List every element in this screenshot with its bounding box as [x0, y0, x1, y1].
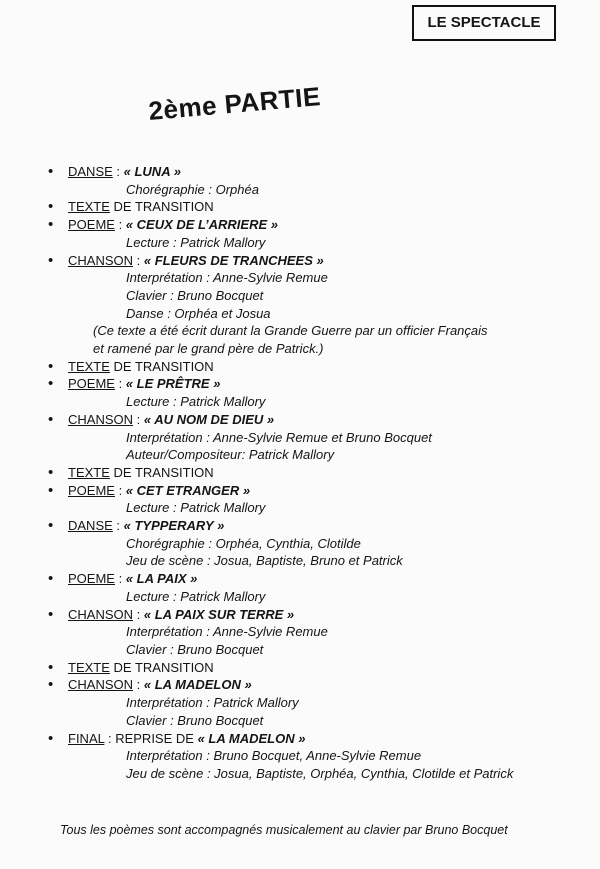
- program-item-heading: [68, 570, 588, 588]
- item-credit: Interprétation : Anne-Sylvie Remue et Bruno Bocquet: [126, 429, 432, 445]
- program-item: [48, 163, 588, 198]
- item-kind: POEME: [68, 482, 115, 498]
- item-connector: :: [112, 164, 124, 179]
- item-credit: Danse : Orphéa et Josua: [126, 305, 271, 321]
- program-item-heading: [68, 482, 588, 500]
- program-item-heading: [68, 676, 588, 694]
- program-item-heading: [68, 606, 588, 624]
- item-connector: DE TRANSITION: [109, 358, 214, 374]
- bullet-icon: •: [48, 251, 54, 269]
- bullet-icon: •: [48, 658, 54, 676]
- program-item-heading: [68, 464, 588, 482]
- program-item: [48, 606, 588, 659]
- program-item: [48, 411, 588, 464]
- item-connector: :: [133, 677, 144, 693]
- item-connector: :: [112, 518, 124, 534]
- program-item-heading: [68, 659, 588, 677]
- item-kind: DANSE: [68, 164, 113, 179]
- item-title: « LA PAIX SUR TERRE »: [143, 606, 295, 622]
- item-connector: DE TRANSITION: [109, 464, 214, 480]
- program-item: [48, 216, 588, 251]
- item-kind: DANSE: [68, 518, 113, 534]
- item-credit: Chorégraphie : Orphéa, Cynthia, Clotilde: [126, 535, 361, 551]
- program-item-heading: [68, 411, 588, 429]
- program-item-heading: [68, 198, 588, 216]
- program-item: [48, 252, 588, 358]
- program-item-heading: [68, 163, 588, 181]
- program-item: [48, 517, 588, 570]
- item-kind: CHANSON: [68, 411, 134, 427]
- item-title: « LA MADELON »: [143, 677, 252, 693]
- bullet-icon: •: [48, 357, 54, 375]
- item-kind: TEXTE: [68, 464, 110, 480]
- item-connector: DE TRANSITION: [109, 659, 214, 675]
- item-credit: Lecture : Patrick Mallory: [126, 234, 266, 250]
- item-connector: :: [114, 482, 126, 498]
- item-credit: Clavier : Bruno Bocquet: [126, 287, 264, 303]
- program-item: [48, 464, 588, 482]
- item-title: « CET ETRANGER »: [125, 482, 251, 498]
- item-title: « AU NOM DE DIEU »: [143, 411, 275, 427]
- item-connector: :: [114, 376, 126, 392]
- item-note: et ramené par le grand père de Patrick.): [93, 341, 324, 357]
- program-list: [48, 163, 588, 783]
- bullet-icon: •: [48, 163, 54, 180]
- item-connector: :: [133, 606, 144, 622]
- bullet-icon: •: [48, 605, 54, 623]
- item-connector: :: [133, 411, 144, 427]
- item-title: « CEUX DE L’ARRIERE »: [125, 217, 278, 233]
- program-item: [48, 482, 588, 517]
- page-title: 2ème PARTIE: [147, 81, 322, 127]
- section-badge: LE SPECTACLE: [412, 5, 556, 41]
- item-credit: Clavier : Bruno Bocquet: [126, 712, 264, 728]
- item-credit: Interprétation : Patrick Mallory: [126, 695, 299, 711]
- program-item-heading: [68, 252, 588, 270]
- item-credit: Lecture : Patrick Mallory: [126, 394, 266, 410]
- item-credit: Chorégraphie : Orphéa: [126, 181, 259, 197]
- program-item: [48, 676, 588, 729]
- item-credit: Jeu de scène : Josua, Baptiste, Orphéa, Cynthia, Clotilde et Patrick: [126, 765, 514, 781]
- program-item: [48, 375, 588, 410]
- item-kind: POEME: [68, 217, 115, 233]
- program-item-heading: [68, 358, 588, 376]
- footer-note: Tous les poèmes sont accompagnés musicalement au clavier par Bruno Bocquet: [60, 823, 508, 837]
- item-credit: Interprétation : Bruno Bocquet, Anne-Sylvie Remue: [126, 748, 422, 764]
- bullet-icon: •: [48, 729, 54, 747]
- item-kind: POEME: [68, 571, 115, 587]
- item-connector: :: [114, 217, 126, 233]
- item-kind: FINAL: [68, 730, 105, 746]
- item-kind: CHANSON: [68, 677, 134, 693]
- item-title: « LE PRÊTRE »: [125, 376, 221, 392]
- item-connector: :: [114, 571, 126, 587]
- item-kind: CHANSON: [68, 606, 134, 622]
- item-kind: TEXTE: [68, 358, 110, 374]
- item-credit: Lecture : Patrick Mallory: [126, 588, 266, 604]
- program-item: [48, 659, 588, 677]
- item-credit: Auteur/Compositeur: Patrick Mallory: [126, 447, 335, 463]
- program-item-heading: [68, 730, 588, 748]
- program-item: [48, 730, 588, 783]
- item-credit: Jeu de scène : Josua, Baptiste, Bruno et Patrick: [126, 553, 403, 569]
- item-kind: CHANSON: [68, 252, 134, 268]
- item-connector: :: [133, 252, 144, 268]
- program-item: [48, 358, 588, 376]
- item-kind: TEXTE: [68, 659, 110, 675]
- bullet-icon: •: [48, 410, 54, 428]
- item-kind: TEXTE: [68, 199, 110, 215]
- item-title: « LA MADELON »: [197, 730, 306, 746]
- program-item-heading: [68, 375, 588, 393]
- item-title: « LUNA »: [123, 164, 181, 179]
- item-title: « LA PAIX »: [125, 571, 198, 587]
- item-connector: : REPRISE DE: [104, 730, 198, 746]
- program-item: [48, 570, 588, 605]
- program-item-heading: [68, 216, 588, 234]
- bullet-icon: •: [48, 463, 54, 481]
- item-credit: Clavier : Bruno Bocquet: [126, 641, 264, 657]
- bullet-icon: •: [48, 375, 54, 393]
- program-item: [48, 198, 588, 216]
- item-title: « FLEURS DE TRANCHEES »: [143, 252, 324, 268]
- program-item-heading: [68, 517, 588, 535]
- item-connector: DE TRANSITION: [109, 199, 214, 215]
- item-note: (Ce texte a été écrit durant la Grande Guerre par un officier Français: [93, 323, 488, 339]
- bullet-icon: •: [48, 676, 54, 694]
- item-credit: Interprétation : Anne-Sylvie Remue: [126, 270, 328, 286]
- item-title: « TYPPERARY »: [123, 518, 225, 534]
- item-credit: Interprétation : Anne-Sylvie Remue: [126, 624, 328, 640]
- bullet-icon: •: [48, 570, 54, 588]
- bullet-icon: •: [48, 198, 54, 216]
- bullet-icon: •: [48, 481, 54, 499]
- item-kind: POEME: [68, 376, 115, 392]
- item-credit: Lecture : Patrick Mallory: [126, 500, 266, 516]
- bullet-icon: •: [48, 517, 54, 535]
- bullet-icon: •: [48, 216, 54, 234]
